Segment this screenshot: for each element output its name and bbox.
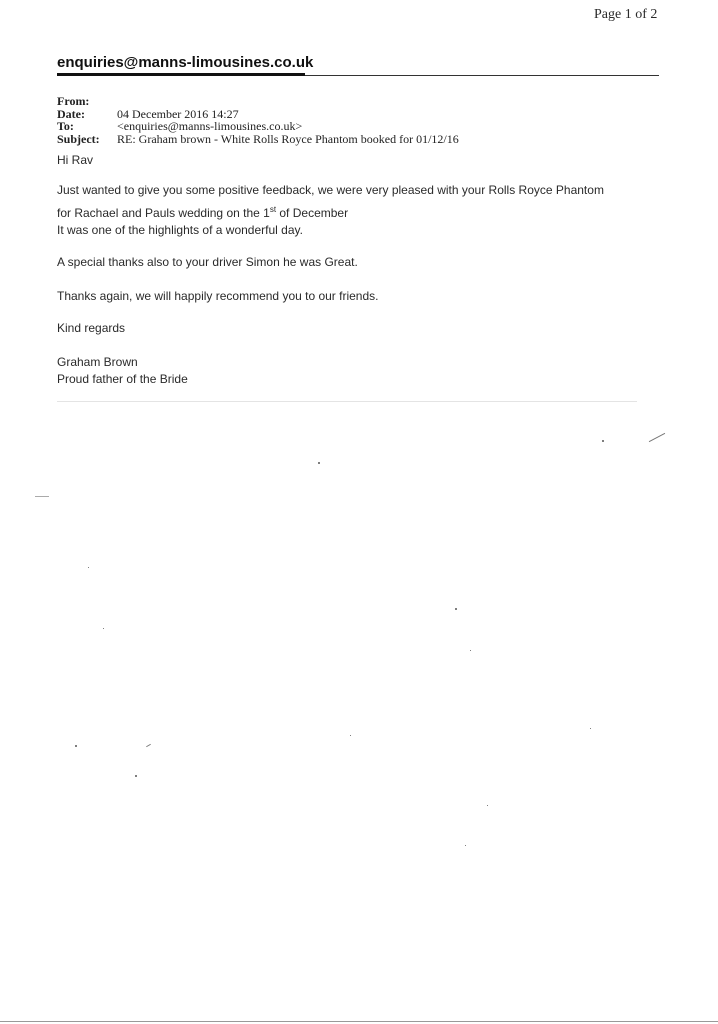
- scan-speck: [602, 440, 604, 442]
- scan-speck: [465, 845, 466, 846]
- body-text: of December: [276, 206, 349, 220]
- page-bottom-edge: [0, 1021, 718, 1022]
- header-label: To:: [57, 119, 74, 133]
- header-to: [57, 120, 459, 133]
- email-headers: [57, 95, 459, 145]
- header-subject: [57, 133, 459, 146]
- scan-speck: [590, 728, 591, 729]
- scan-speck: [318, 462, 320, 464]
- header-label: Date:: [57, 106, 85, 121]
- body-line: Just wanted to give you some positive feedback, we were very pleased with your Rolls Royce Phantom: [57, 183, 604, 197]
- sender-address: enquiries@manns-limousines.co.uk: [57, 54, 314, 71]
- scan-speck: [135, 775, 137, 777]
- scan-dash: [35, 496, 49, 497]
- signature-name: Graham Brown: [57, 355, 138, 369]
- closing: Kind regards: [57, 321, 126, 335]
- page-indicator: Page 1 of 2: [594, 7, 658, 22]
- scan-speck: [350, 735, 351, 736]
- body-line: A special thanks also to your driver Simon he was Great.: [57, 255, 358, 269]
- scan-dash: [146, 744, 151, 747]
- body-text: for Rachael and Pauls wedding on the 1: [57, 206, 270, 220]
- header-value: <enquiries@manns-limousines.co.uk>: [117, 119, 303, 133]
- greeting: Hi Rav: [57, 153, 94, 167]
- signature-title: Proud father of the Bride: [57, 372, 188, 386]
- scan-speck: [470, 650, 471, 651]
- scan-speck: [103, 628, 104, 629]
- scan-speck: [88, 567, 89, 568]
- scan-speck: [455, 608, 457, 610]
- ordinal-suffix: st: [269, 205, 277, 214]
- header-label: Subject:: [57, 131, 100, 146]
- body-line: Thanks again, we will happily recommend you to our friends.: [57, 289, 379, 303]
- body-line: It was one of the highlights of a wonderful day.: [57, 223, 303, 237]
- header-from: [57, 95, 459, 108]
- header-rule-thin: [305, 75, 659, 76]
- body-line: [57, 206, 348, 220]
- scan-speck: [487, 805, 488, 806]
- header-label: From:: [57, 94, 90, 108]
- header-value: 04 December 2016 14:27: [117, 106, 239, 121]
- scan-dash: [649, 433, 665, 442]
- header-rule-thick: [57, 73, 305, 76]
- header-value: RE: Graham brown - White Rolls Royce Phantom booked for 01/12/16: [117, 131, 459, 146]
- body-divider: [57, 401, 637, 402]
- scan-speck: [75, 745, 77, 747]
